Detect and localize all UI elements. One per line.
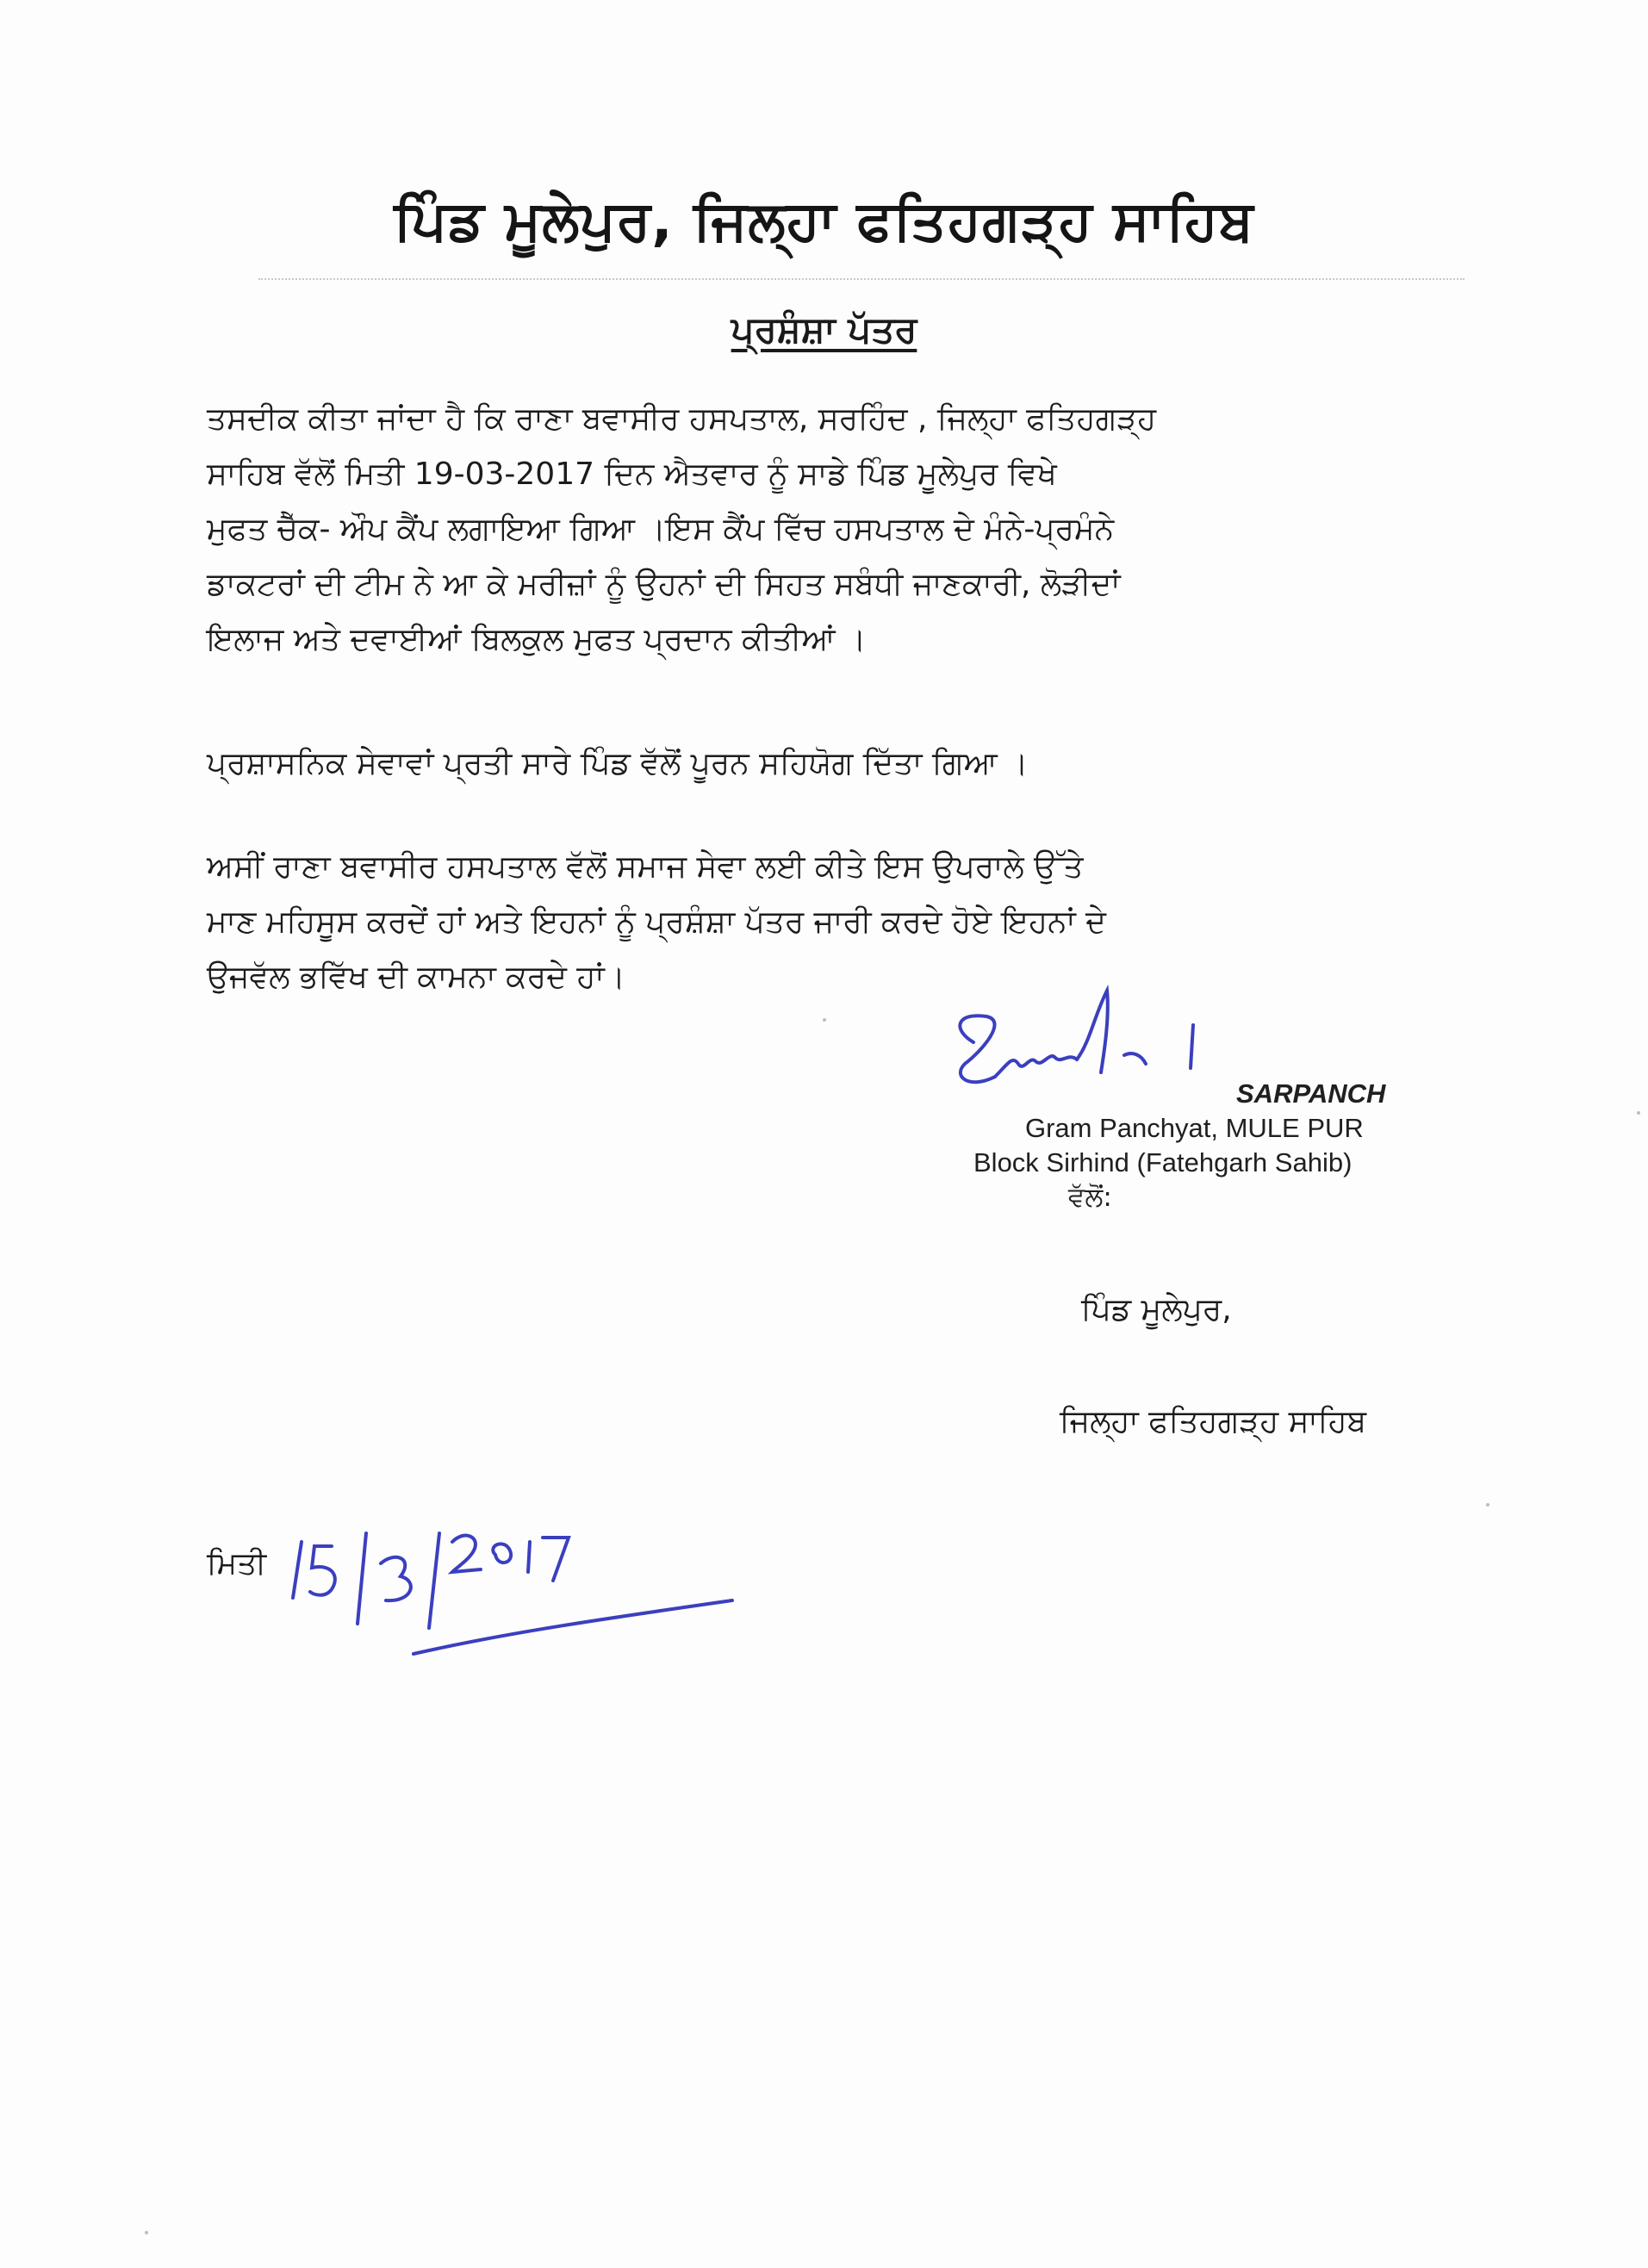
- scan-speck: [823, 1018, 826, 1022]
- subtitle-text: ਪ੍ਰਸ਼ੰਸ਼ਾ ਪੱਤਰ: [731, 308, 917, 351]
- letter-heading: ਪਿੰਡ ਮੂਲੇਪੁਰ, ਜਿਲ੍ਹਾ ਫਤਿਹਗੜ੍ਹ ਸਾਹਿਬ: [394, 190, 1254, 253]
- signatory-block: [973, 1077, 1421, 1215]
- paragraph-1: [207, 392, 1465, 668]
- paragraph-3-line: ਉਜਵੱਲ ਭਵਿੱਖ ਦੀ ਕਾਮਨਾ ਕਰਦੇ ਹਾਂ।: [207, 960, 625, 995]
- paragraph-1-line: ਮੁਫਤ ਚੈੱਕ- ਔਪ ਕੈਂਪ ਲਗਾਇਆ ਗਿਆ ।ਇਸ ਕੈਂਪ ਵਿੱਚ ਹਸਪਤਾਲ ਦੇ ਮੰਨੇ-ਪ੍ਰਮੰਨੇ: [207, 512, 1115, 547]
- paragraph-2: [207, 736, 1465, 792]
- scan-speck: [1486, 1503, 1489, 1507]
- paragraph-3: [207, 840, 1465, 1005]
- date-label: ਮਿਤੀ: [207, 1546, 267, 1581]
- paragraph-1-line: ਤਸਦੀਕ ਕੀਤਾ ਜਾਂਦਾ ਹੈ ਕਿ ਰਾਣਾ ਬਵਾਸੀਰ ਹਸਪਤਾਲ, ਸਰਹਿੰਦ , ਜਿਲ੍ਹਾ ਫਤਿਹਗੜ੍ਹ: [207, 401, 1157, 437]
- paragraph-1-line: ਸਾਹਿਬ ਵੱਲੋਂ ਮਿਤੀ 19-03-2017 ਦਿਨ ਐਤਵਾਰ ਨੂੰ ਸਾਡੇ ਪਿੰਡ ਮੂਲੇਪੁਰ ਵਿਖੇ: [207, 457, 1057, 492]
- scan-speck: [1637, 1111, 1640, 1115]
- faint-letterhead-rule: [258, 278, 1465, 280]
- signatory-role: SARPANCH: [1236, 1078, 1386, 1109]
- handwritten-date: [284, 1516, 767, 1671]
- scan-speck: [145, 2231, 148, 2234]
- paragraph-1-line: ਡਾਕਟਰਾਂ ਦੀ ਟੀਮ ਨੇ ਆ ਕੇ ਮਰੀਜ਼ਾਂ ਨੂੰ ਉਹਨਾਂ ਦੀ ਸਿਹਤ ਸਬੰਧੀ ਜਾਣਕਾਰੀ, ਲੋੜੀਦਾਂ: [207, 567, 1121, 602]
- signatory-panchayat: Gram Panchyat, MULE PUR: [1025, 1113, 1364, 1143]
- closing-village: ਪਿੰਡ ਮੂਲੇਪੁਰ,: [1081, 1292, 1232, 1327]
- letter-subtitle: [0, 308, 1648, 351]
- paragraph-3-line: ਅਸੀਂ ਰਾਣਾ ਬਵਾਸੀਰ ਹਸਪਤਾਲ ਵੱਲੋਂ ਸਮਾਜ ਸੇਵਾ ਲਈ ਕੀਤੇ ਇਸ ਉਪਰਾਲੇ ਉੱਤੇ: [207, 849, 1084, 885]
- paragraph-1-line: ਇਲਾਜ ਅਤੇ ਦਵਾਈਆਂ ਬਿਲਕੁਲ ਮੁਫਤ ਪ੍ਰਦਾਨ ਕੀਤੀਆਂ ।: [207, 622, 867, 657]
- paragraph-3-line: ਮਾਣ ਮਹਿਸੂਸ ਕਰਦੇਂ ਹਾਂ ਅਤੇ ਇਹਨਾਂ ਨੂੰ ਪ੍ਰਸ਼ੰਸ਼ਾ ਪੱਤਰ ਜਾਰੀ ਕਰਦੇ ਹੋਏ ਇਹਨਾਂ ਦੇ: [207, 904, 1106, 940]
- paragraph-2-line: ਪ੍ਰਸ਼ਾਸਨਿਕ ਸੇਵਾਵਾਂ ਪ੍ਰਤੀ ਸਾਰੇ ਪਿੰਡ ਵੱਲੋਂ ਪੂਰਨ ਸਹਿਯੋਗ ਦਿੱਤਾ ਗਿਆ ।: [207, 746, 1029, 781]
- closing-district: ਜਿਲ੍ਹਾ ਫਤਿਹਗੜ੍ਹ ਸਾਹਿਬ: [1060, 1404, 1367, 1439]
- signatory-block-name: Block Sirhind (Fatehgarh Sahib): [973, 1147, 1353, 1177]
- signatory-from-label: ਵੱਲੋਂ:: [1068, 1182, 1112, 1213]
